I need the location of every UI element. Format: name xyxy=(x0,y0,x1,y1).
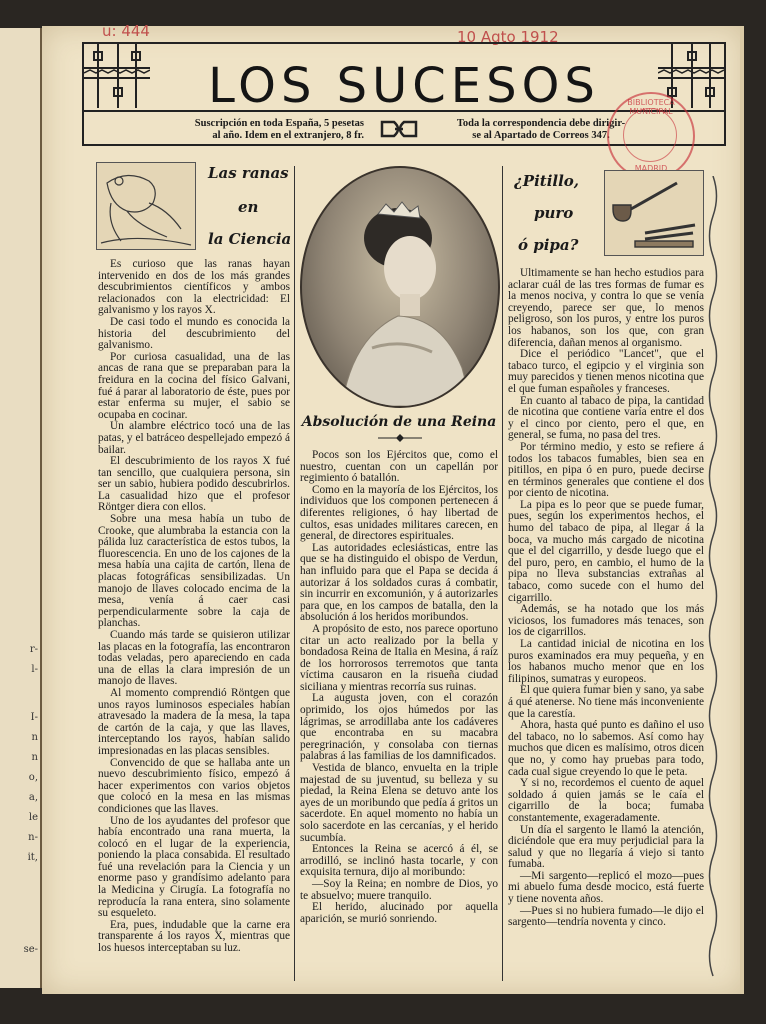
article-paragraph: Por curiosa casualidad, una de las ancas de rana que se preparaban para la freidura en la cocina del físico Galvani, fué á parar al laboratorio de éste, pues por estar enferma su mujer, el sabio se ocupaba en cocinar. xyxy=(98,350,290,421)
article-pitillo-title-line: puro xyxy=(534,204,574,222)
adjacent-page-edge xyxy=(0,28,42,988)
page-edge xyxy=(740,26,744,994)
article-paragraph: Era, pues, indudable que la carne era transparente á los rayos X, mientras que los huesos interceptaban su luz. xyxy=(98,918,290,955)
article-paragraph: Y si no, recordemos el cuento de aquel soldado á quien jamás se le caía el cigarrillo de la boca; fumaba constantemente, exageradamente. xyxy=(508,777,704,824)
left-page-fragment: it, xyxy=(27,852,38,863)
article-paragraph: —Pues si no hubiera fumado—le dijo el sargento—tendría noventa y cinco. xyxy=(508,904,704,929)
article-paragraph: Dice el periódico "Lancet", que el tabaco turco, el egipcio y el virginia son muy parecidos y tienen menos nicotina que el que fuman españoles y franceses. xyxy=(508,348,704,395)
article-pitillo-title-line: ó pipa? xyxy=(518,236,579,254)
article-paragraph: —Mi sargento—replicó el mozo—pues mi abuelo fuma desde mocico, está fuerte y tiene noventa años. xyxy=(508,869,704,906)
subscription-info xyxy=(164,118,364,142)
stamp-text-bottom: MADRID xyxy=(634,164,668,173)
left-page-fragment: o, xyxy=(28,772,38,783)
left-page-fragment: n xyxy=(31,732,38,743)
newspaper-title: LOS SUCESOS xyxy=(208,58,600,114)
frog-illustration xyxy=(96,162,196,250)
pipe-illustration xyxy=(604,170,704,256)
subscription-line: al año. Idem en el extranjero, 8 fr. xyxy=(212,130,364,141)
article-paragraph: Uno de los ayudantes del profesor que había encontrado una rana muerta, la colocó en el lugar de la experiencia, poniendo la placa consabida. El resultado fué una revelación para la Ciencia y un enorme paso y grandísimo adelanto para la Medicina y Cirugía. La fotografía no reproducía la rana entera, sino solamente su esqueleto. xyxy=(98,814,290,920)
article-paragraph: Como en la mayoría de los Ejércitos, los individuos que los componen pertenecen á diferentes religiones, ó hay libertad de cultos, esas unidades militares carecen, en general, de directores espirituales. xyxy=(300,483,498,543)
left-page-fragment: l- xyxy=(31,664,38,675)
article-paragraph: Cuando más tarde se quisieron utilizar las placas en la fotografía, las encontraron todas veladas, pero apareciendo en cada una de ellas la clara impresión de un manojo de llaves. xyxy=(98,629,290,688)
queen-portrait xyxy=(300,166,500,408)
article-paragraph: Al momento comprendió Röntgen que unos rayos luminosos especiales habían atravesado la madera de la mesa, la tapa de cartón de la caja, y que las llaves, interceptando los rayos, habían salido impresionadas en las placas sensibles. xyxy=(98,686,290,757)
article-paragraph: La pipa es lo peor que se puede fumar, pues, según los experimentos hechos, el humo del tabaco de pipa, al llegar á la boca, va mucho más cargado de nicotina que el del cigarrillo, y desde luego que el del puro, pero, en cambio, el humo de la pipa no lleva substancias extrañas al tabaco, como sucede con el humo del cigarrillo. xyxy=(508,498,704,604)
left-page-fragment: se- xyxy=(23,944,38,955)
article-paragraph: Es curioso que las ranas hayan intervenido en dos de los más grandes descubrimientos científicos y ambos relacionados con la electricidad: El galvanismo y los rayos X. xyxy=(98,258,290,317)
library-stamp xyxy=(607,92,695,180)
left-page-fragment: le xyxy=(28,812,38,823)
article-paragraph: La augusta joven, con el corazón oprimido, los ojos húmedos por las lágrimas, se arrodillaba ante los cadáveres que encontraba en su macabra peregrinación, y consolaba con tiernas palabras á las familias de los damnificados. xyxy=(300,692,498,763)
subscription-line: Suscripción en toda España, 5 pesetas xyxy=(194,118,364,129)
newspaper-page xyxy=(42,22,744,994)
column-divider xyxy=(294,166,295,981)
article-ranas-title-line: la Ciencia xyxy=(208,230,292,248)
article-paragraph: El herido, alucinado por aquella aparición, se murió sonriendo. xyxy=(300,901,498,925)
article-paragraph: Un día el sargento le llamó la atención, diciéndole que era muy perjudicial para la salud y que no llegaría á viejo si tanto fumaba. xyxy=(508,823,704,871)
handwritten-date: 10 Agto 1912 xyxy=(457,28,559,46)
article-paragraph: A propósito de esto, nos parece oportuno citar un acto realizado por la bella y bondadosa Reina de Italia en Mesina, á raíz de los horrorosos terremotos que tanta víctima causaron en la risueña ciudad siciliana y mientras recorría sus ruinas. xyxy=(300,622,498,693)
article-paragraph: La cantidad inicial de nicotina en los puros examinados era muy pequeña, y en los habanos mucho menor que en los filipinos, sumatras y europeos. xyxy=(508,638,704,685)
article-paragraph: Las autoridades eclesiásticas, entre las que se ha distinguido el obispo de Verdun, han influido para que el Papa se decida á autorizar á los soldados curas á combatir, sin incurrir en excomunión, y á autorizarles para que, en los campos de batalla, den la absolución á los heridos moribundos. xyxy=(300,541,498,624)
article-paragraph: Sobre una mesa había un tubo de Crooke, que alumbraba la estancia con la pálida luz característica de estos tubos, la fluorescencia. En uno de los cajones de la mesa había una cajita de cartón, llena de placas fotográficas sensibilizadas. Un manojo de llaves colocado encima de la mesa, venía á caer casi perpendicularmente sobre la caja de planchas. xyxy=(98,513,290,630)
column-divider xyxy=(502,166,503,981)
correspondence-line: Toda la correspondencia debe dirigir- xyxy=(456,118,626,129)
left-page-fragment: a, xyxy=(28,792,38,803)
left-page-fragment: r- xyxy=(29,644,38,655)
article-paragraph: De casi todo el mundo es conocida la historia del descubrimiento del galvanismo. xyxy=(98,315,290,352)
left-page-fragment: n xyxy=(31,752,38,763)
queen-portrait-figure xyxy=(302,168,498,406)
article-paragraph: El que quiera fumar bien y sano, ya sabe á qué atenerse. No tiene más inconveniente que la carestía. xyxy=(508,684,704,720)
stamp-text-top: BIBLIOTECA MUNICIPAL xyxy=(627,98,675,116)
article-paragraph: Convencido de que se hallaba ante un nuevo descubrimiento físico, empezó á hacer experimentos con varios objetos que colocó en la mesa en las mismas condiciones que las llaves. xyxy=(98,756,290,815)
article-pitillo-body xyxy=(508,268,704,929)
article-paragraph: Ultimamente se han hecho estudios para aclarar cuál de las tres formas de fumar es la menos nociva, y contra lo que se venía creyendo, parece ser que, lo menos peligroso, son los puros, y entre los puros los habanos, son los que, con gran diferencia, dañan menos al organismo. xyxy=(508,267,704,349)
decorative-vine-border xyxy=(706,176,720,986)
publisher-logo xyxy=(380,120,418,138)
article-paragraph: Vestida de blanco, envuelta en la triple majestad de su juventud, su belleza y su piedad, la Reina Elena se detuvo ante los ayes de un moribundo que pedía á gritos un sacerdote. En aquel momento no había un solo sacerdote en las cercanías, y el herido sucumbía. xyxy=(300,762,498,844)
article-paragraph: Pocos son los Ejércitos que, como el nuestro, cuentan con un capellán por regimiento ó batallón. xyxy=(300,449,498,485)
article-ranas-title-line: Las ranas xyxy=(208,164,289,182)
article-paragraph: Ahora, hasta qué punto es dañino el uso del tabaco, no lo sabemos. Así como hay muchos que dicen es malísimo, otros dicen que no, y como hay pruebas para todo, cada cual sigue creyendo lo que le peta. xyxy=(508,719,704,778)
caption-ornament xyxy=(378,434,422,442)
article-paragraph: Un alambre eléctrico tocó una de las patas, y el batráceo despellejado empezó á bailar. xyxy=(98,420,290,456)
article-ranas-title-line: en xyxy=(238,198,259,216)
portrait-caption: Absolución de una Reina xyxy=(301,414,497,430)
article-pitillo-title-line: ¿Pitillo, xyxy=(514,172,580,190)
article-paragraph: Por término medio, y esto se refiere á todos los tabacos fumables, bien sea en pitillos, en pipa ó en puro, puede decirse en términos generales que contiene el dos por ciento de nicotina. xyxy=(508,440,704,500)
correspondence-line: se al Apartado de Correos 347. xyxy=(472,130,610,141)
stamp-inner-ring xyxy=(623,108,677,162)
article-paragraph: El descubrimiento de los rayos X fué tan sencillo, que cualquiera persona, sin ser un sabio, hubiera podido descubrirlos. La casualidad hizo que el profesor Röntger diera con ellos. xyxy=(98,455,290,514)
left-page-fragment: I- xyxy=(30,712,38,723)
masthead-left-ornament xyxy=(84,44,150,108)
article-paragraph: Entonces la Reina se acercó á él, se arrodilló, se inclinó hasta tocarle, y con exquisita ternura, dijo al moribundo: xyxy=(300,843,498,879)
article-paragraph: En cuanto al tabaco de pipa, la cantidad de nicotina que contiene varía entre el dos y el cinco por ciento, pero el que, en general, se fuma, no pasa del tres. xyxy=(508,394,704,442)
article-ranas-body xyxy=(98,259,290,955)
article-paragraph: Además, se ha notado que los más viciosos, los fumadores más tenaces, son los de cigarrillos. xyxy=(508,603,704,639)
article-reina-body xyxy=(300,450,498,925)
handwritten-number: u: 444 xyxy=(102,22,150,40)
article-paragraph: —Soy la Reina; en nombre de Dios, yo te absuelvo; muere tranquilo. xyxy=(300,877,498,902)
left-page-fragment: n- xyxy=(28,832,38,843)
